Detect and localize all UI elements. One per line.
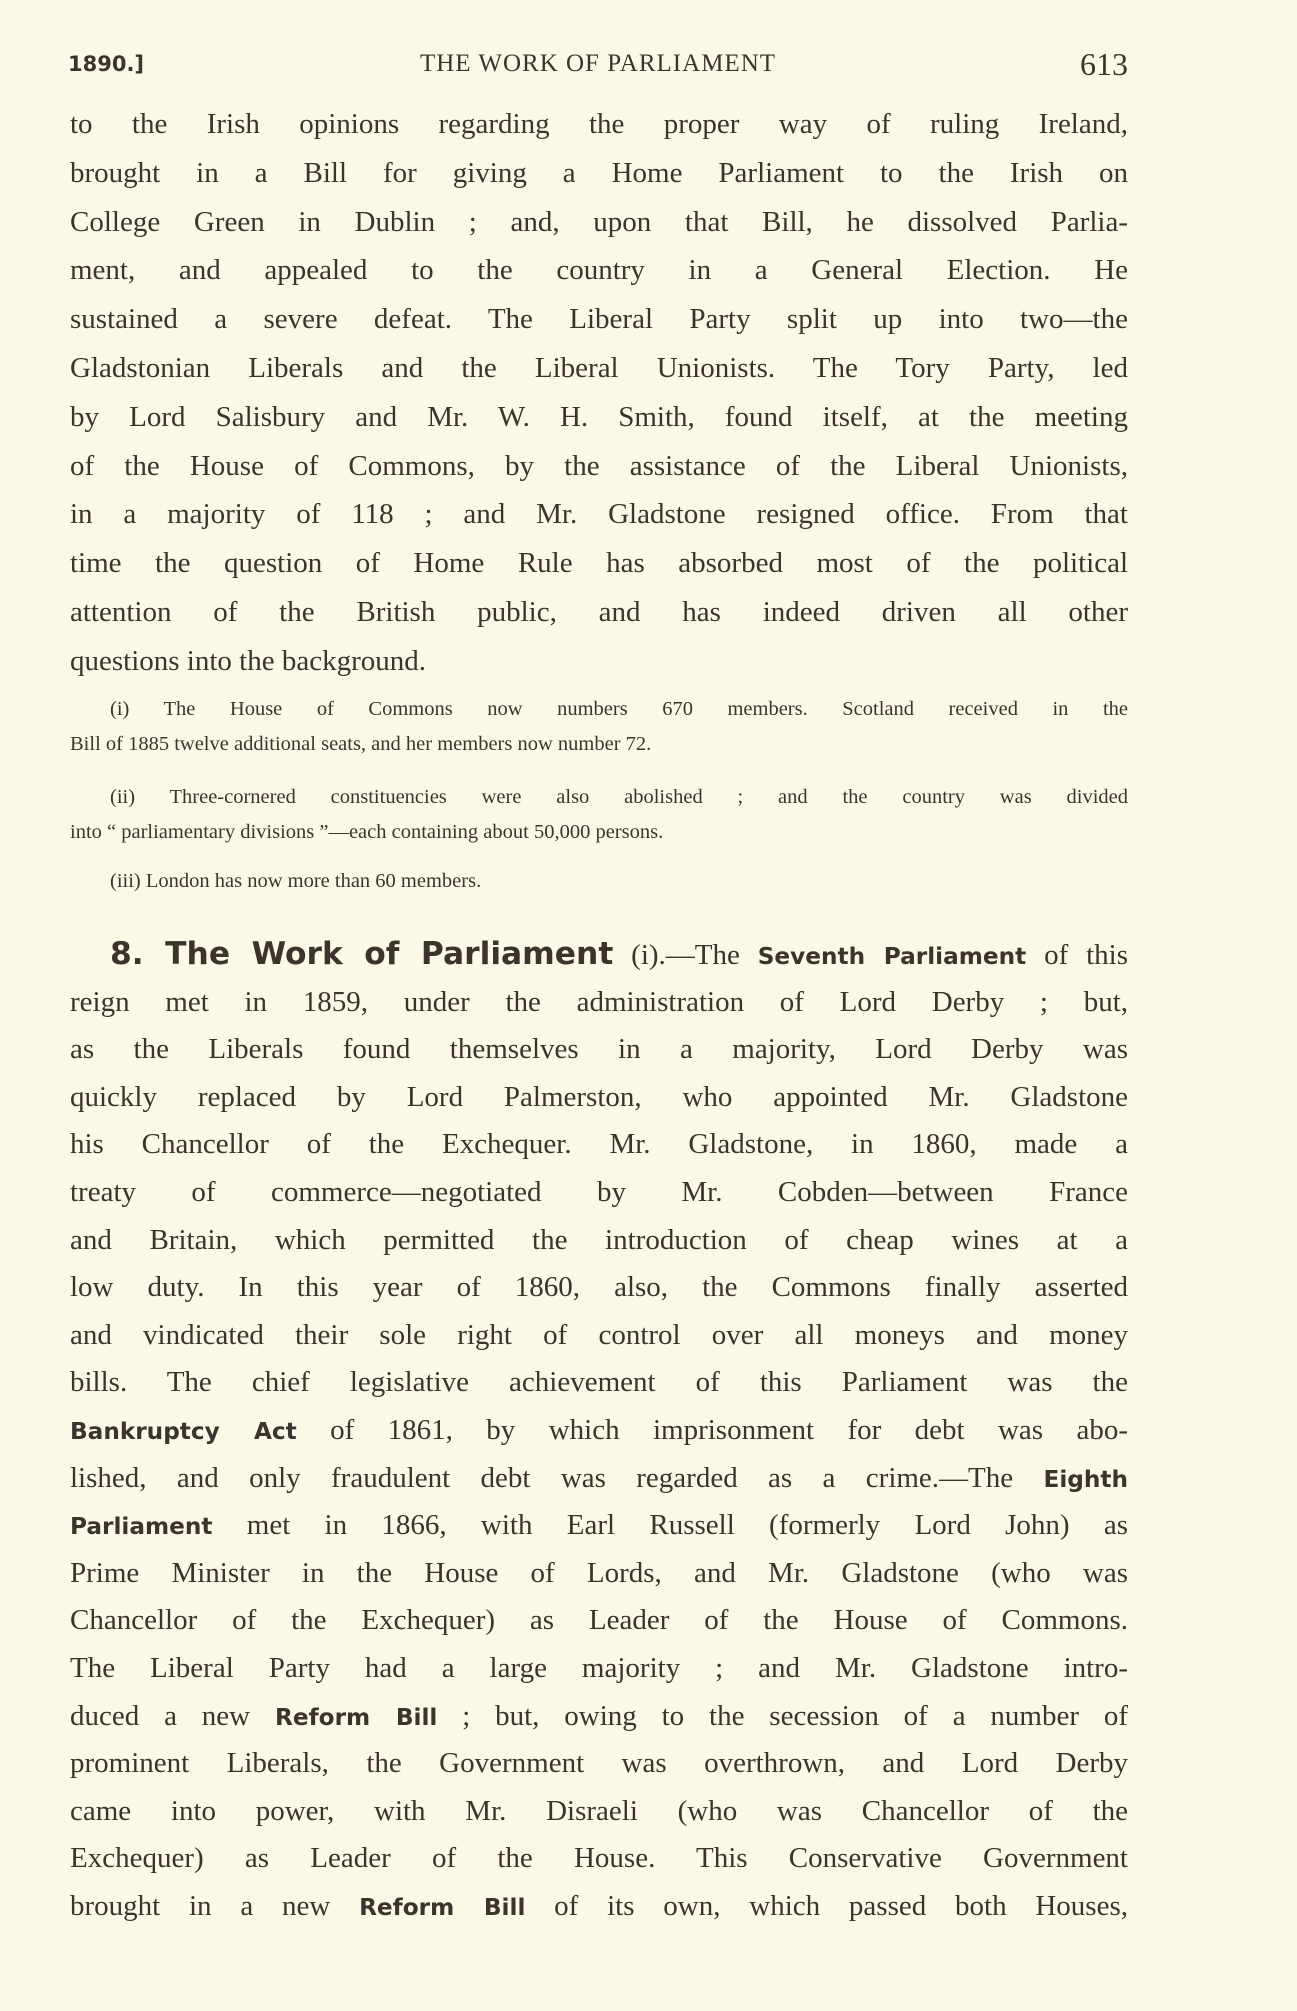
text-run: questions into the background. [70, 644, 427, 677]
text-run: low duty. In this year of 1860, also, the Commons finally asserted [70, 1271, 1128, 1304]
text-run: to the Irish opinions regarding the proper way of ruling Ireland, [70, 108, 1128, 140]
text-run: came into power, with Mr. Disraeli (who was Chancellor of the [70, 1794, 1128, 1827]
text-line [70, 1169, 1128, 1217]
footnote-ii [70, 780, 1128, 850]
text-line [70, 393, 1128, 442]
text-run: sustained a severe defeat. The Liberal Party split up into two—the [70, 303, 1128, 336]
text-line [70, 1407, 1128, 1455]
text-run: bills. The chief legislative achievement of this Parliament was the [70, 1366, 1128, 1399]
text-line [70, 344, 1128, 393]
text-line [70, 1693, 1128, 1741]
text-run: prominent Liberals, the Government was overthrown, and Lord Derby [70, 1747, 1128, 1780]
text-line [70, 149, 1128, 198]
text-run: Chancellor of the Exchequer) as Leader of the House of Commons. [70, 1604, 1128, 1637]
text-run: Exchequer) as Leader of the House. This Conservative Government [70, 1842, 1128, 1875]
text-line [70, 100, 1128, 149]
text-line [70, 1359, 1128, 1407]
text-line [70, 1645, 1128, 1693]
footnote-line [70, 815, 1128, 850]
text-run: (iii) London has now more than 60 members. [110, 870, 482, 892]
running-title: THE WORK OF PARLIAMENT [419, 50, 777, 77]
text-run: as the Liberals found themselves in a majority, Lord Derby was [70, 1033, 1128, 1066]
text-run: time the question of Home Rule has absorbed most of the political [70, 547, 1128, 580]
text-run: met in 1866, with Earl Russell (formerly Lord John) as [212, 1509, 1128, 1542]
running-header [68, 44, 1128, 84]
text-run: brought in a new [70, 1889, 360, 1922]
text-run: (i) The House of Commons now numbers 670 members. Scotland received in the [110, 698, 1128, 720]
text-line [70, 1026, 1128, 1074]
text-run: (i).—The [613, 939, 758, 971]
footnote-line [70, 727, 1128, 762]
footnote-line [70, 692, 1128, 727]
text-run: and Britain, which permitted the introduction of cheap wines at a [70, 1223, 1128, 1256]
text-line [70, 1788, 1128, 1836]
text-run: by Lord Salisbury and Mr. W. H. Smith, found itself, at the meeting [70, 400, 1128, 433]
text-run: of 1861, by which imprisonment for debt was abo- [296, 1413, 1128, 1446]
header-year: 1890.] [68, 52, 145, 76]
text-run: Bill of 1885 twelve additional seats, and her members now number 72. [70, 733, 652, 755]
footnote-i [70, 692, 1128, 762]
text-run: into “ parliamentary divisions ”—each containing about 50,000 persons. [70, 821, 664, 843]
text-line [70, 442, 1128, 491]
text-run: brought in a Bill for giving a Home Parliament to the Irish on [70, 156, 1128, 189]
text-line [70, 1740, 1128, 1788]
section-heading: 8. The Work of Parliament [110, 936, 614, 972]
footnote-line [70, 780, 1128, 815]
text-line [70, 1883, 1128, 1931]
text-run: College Green in Dublin ; and, upon that Bill, he dissolved Parlia- [70, 205, 1128, 238]
text-run: quickly replaced by Lord Palmerston, who appointed Mr. Gladstone [70, 1080, 1128, 1113]
bold-term: Reform Bill [274, 1703, 438, 1731]
text-run: attention of the British public, and has indeed driven all other [70, 595, 1128, 628]
text-run: and vindicated their sole right of control over all moneys and money [70, 1318, 1128, 1351]
text-run: Prime Minister in the House of Lords, and Mr. Gladstone (who was [70, 1556, 1128, 1589]
text-line [70, 1074, 1128, 1122]
text-line [70, 1455, 1128, 1503]
heading-line [70, 931, 1128, 979]
text-line [70, 539, 1128, 588]
text-run: duced a new [70, 1699, 275, 1732]
text-line [70, 1264, 1128, 1312]
footnote-line [70, 864, 1128, 899]
text-run: Gladstonian Liberals and the Liberal Unionists. The Tory Party, led [70, 351, 1128, 384]
footnote-iii [70, 864, 1128, 899]
text-run: of the House of Commons, by the assistance of the Liberal Unionists, [70, 449, 1128, 482]
text-run: of this [1026, 939, 1128, 971]
text-run: ment, and appealed to the country in a General Election. He [70, 254, 1128, 287]
page-number: 613 [1080, 46, 1128, 82]
text-line [70, 1550, 1128, 1598]
text-line [70, 295, 1128, 344]
text-line [70, 979, 1128, 1027]
bold-term: Bankruptcy Act [70, 1417, 297, 1445]
section-work-of-parliament [70, 931, 1128, 1930]
text-run: (ii) Three-cornered constituencies were also abolished ; and the country was divided [110, 786, 1128, 808]
bold-term: Seventh Parliament [757, 943, 1027, 970]
text-run: his Chancellor of the Exchequer. Mr. Gladstone, in 1860, made a [70, 1128, 1128, 1161]
text-run: ; but, owing to the secession of a number of [437, 1699, 1128, 1732]
bold-term: Parliament [70, 1513, 213, 1541]
text-run: treaty of commerce—negotiated by Mr. Cobden—between France [70, 1175, 1128, 1208]
text-line [70, 1217, 1128, 1265]
text-run: reign met in 1859, under the administration of Lord Derby ; but, [70, 985, 1128, 1018]
bold-term: Eighth [1043, 1465, 1128, 1493]
text-line [70, 588, 1128, 637]
text-line [70, 198, 1128, 247]
text-line [70, 490, 1128, 539]
text-line [70, 637, 1128, 686]
text-line [70, 1312, 1128, 1360]
paragraph-home-rule [70, 100, 1128, 686]
text-line [70, 1597, 1128, 1645]
text-line [70, 1121, 1128, 1169]
text-line [70, 1835, 1128, 1883]
text-run: The Liberal Party had a large majority ; and Mr. Gladstone intro- [70, 1651, 1128, 1684]
bold-term: Reform Bill [359, 1893, 526, 1921]
text-run: lished, and only fraudulent debt was regarded as a crime.—The [70, 1461, 1044, 1494]
text-run: of its own, which passed both Houses, [525, 1889, 1128, 1922]
text-line [70, 1502, 1128, 1550]
text-run: in a majority of 118 ; and Mr. Gladstone resigned office. From that [70, 498, 1128, 531]
text-line [70, 246, 1128, 295]
